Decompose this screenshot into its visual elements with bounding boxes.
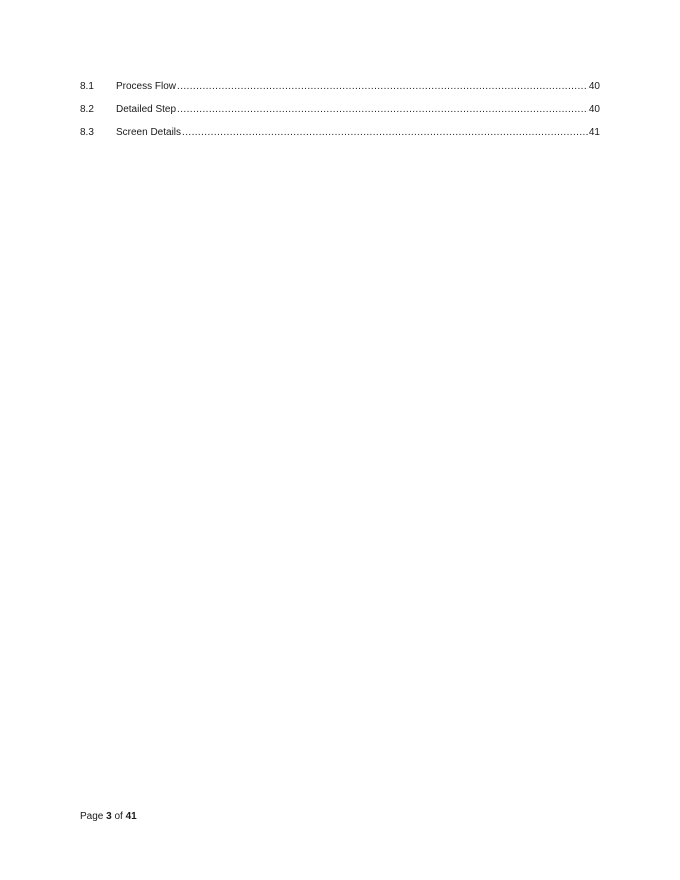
footer-current-page: 3 [106,811,112,822]
toc-entry-number: 8.1 [80,81,94,92]
footer-page-label: Page [80,811,104,822]
footer-total-pages: 41 [125,811,137,822]
toc-dot-leader [177,102,588,118]
toc-entry-page[interactable]: 41 [588,127,600,138]
toc-dot-leader [177,79,588,95]
toc-entry-8-1[interactable] [80,79,600,102]
toc-entry-title[interactable]: Process Flow [116,81,177,92]
toc-entry-page[interactable]: 40 [588,81,600,92]
footer-of-label: of [114,811,123,822]
table-of-contents [80,79,600,148]
toc-dot-leader [182,125,588,141]
page-footer [80,810,137,824]
toc-entry-title[interactable]: Detailed Step [116,104,177,115]
toc-entry-8-3[interactable] [80,125,600,148]
toc-entry-number: 8.3 [80,127,94,138]
toc-entry-8-2[interactable] [80,102,600,125]
toc-entry-page[interactable]: 40 [588,104,600,115]
toc-entry-title[interactable]: Screen Details [116,127,182,138]
toc-entry-number: 8.2 [80,104,94,115]
